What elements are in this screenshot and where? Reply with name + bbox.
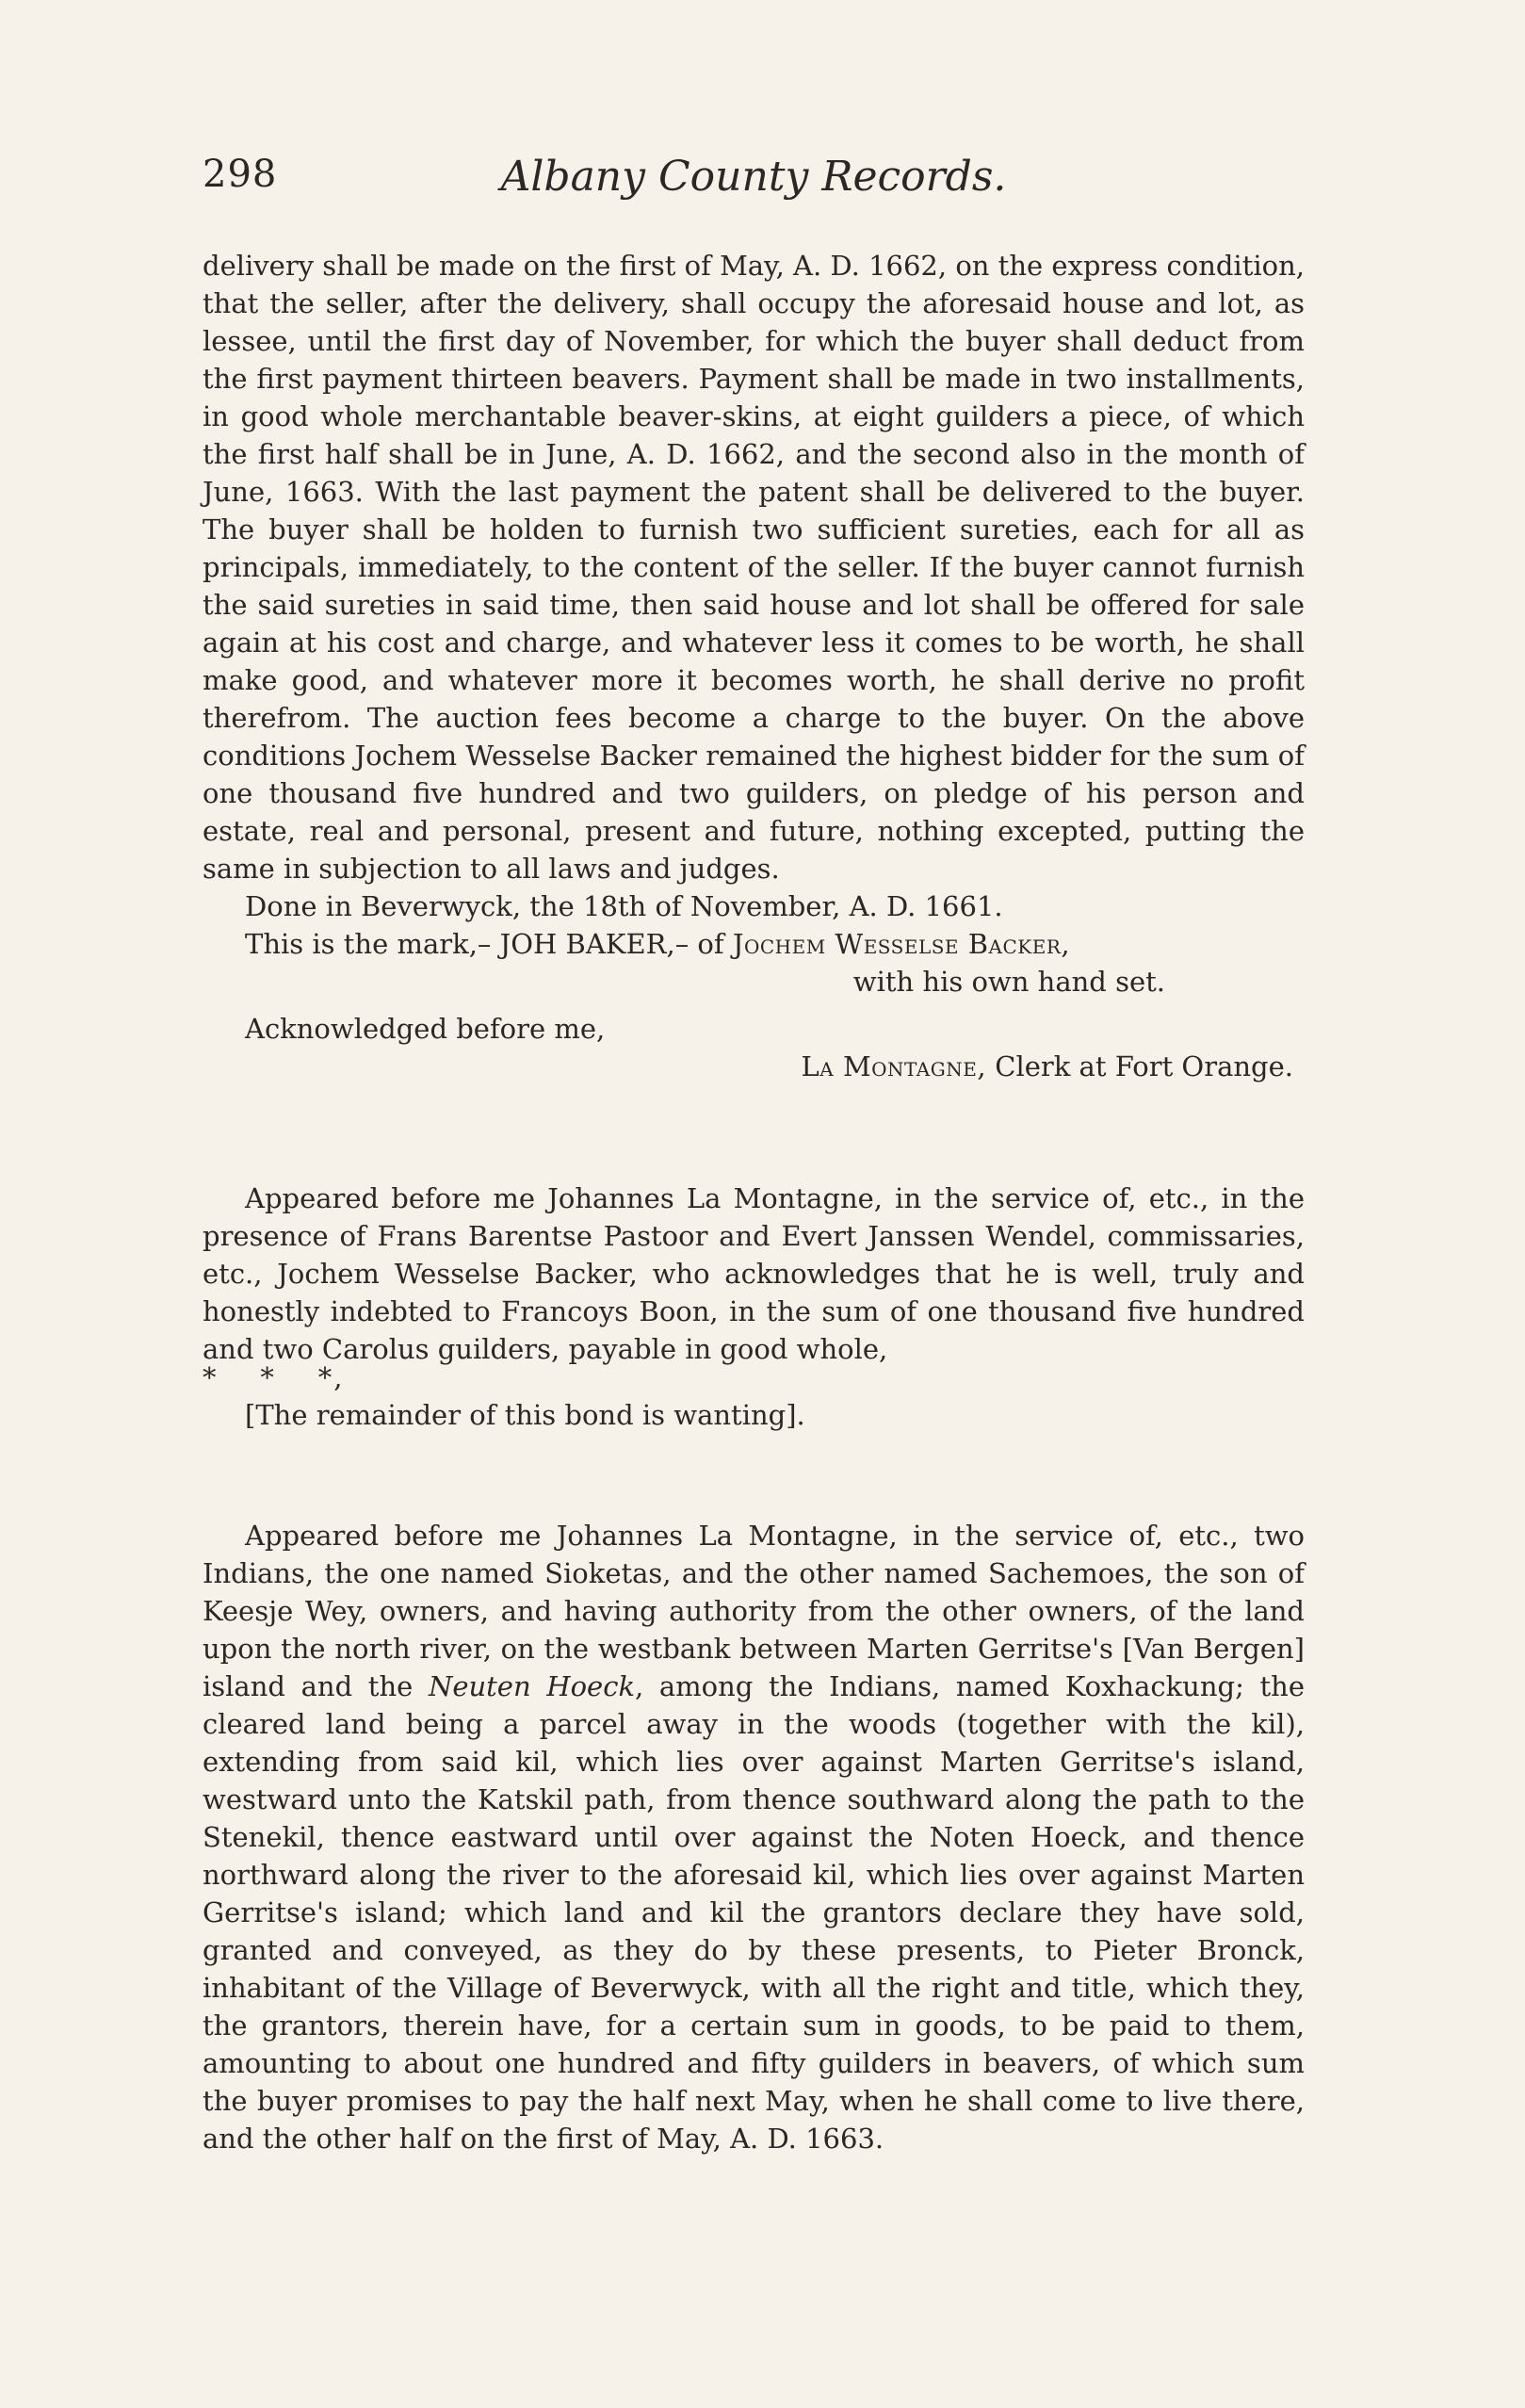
acknowledged-line: Acknowledged before me,: [245, 1013, 606, 1045]
running-title: Albany County Records.: [500, 153, 1007, 201]
italic-place-name: Neuten Hoeck: [428, 1670, 636, 1702]
mark-prefix: This is the mark,– JOH BAKER,– of: [245, 928, 733, 960]
clerk-line: [203, 1048, 1305, 1085]
bond-paragraph: Appeared before me Johannes La Montagne, in the service of, etc., in the presence of Frans Barentse Pastoor and Evert Janssen Wendel, commissaries, etc., Jochem Wesselse Backer, who acknowledges that he is well, truly and honestly indebted to Francoys Boon, in the sum of one thousand five hundred and two Carolus guilders, payable in good whole,: [203, 1182, 1305, 1365]
ellipsis-stars: * * *,: [203, 1361, 345, 1393]
conveyance-paragraph: [203, 1517, 1305, 2157]
clerk-title: Clerk at Fort Orange.: [986, 1050, 1293, 1082]
conditions-paragraph: delivery shall be made on the first of May, A. D. 1662, on the express condition, that the seller, after the delivery, shall occupy the aforesaid house and lot, as lessee, until the first day of November, for which the buyer shall deduct from the first payment thirteen beavers. Payment shall be made in two installments, in good whole merchantable beaver-skins, at eight guilders a piece, of which the first half shall be in June, A. D. 1662, and the second also in the month of June, 1663. With the last payment the patent shall be delivered to the buyer. The buyer shall be holden to furnish two sufficient sureties, each for all as principals, immediately, to the content of the seller. If the buyer cannot furnish the said sureties in said time, then said house and lot shall be offered for sale again at his cost and charge, and whatever less it comes to be worth, he shall make good, and whatever more it becomes worth, he shall derive no profit therefrom. The auction fees become a charge to the buyer. On the above conditions Jochem Wesselse Backer remained the highest bidder for the sum of one thousand five hundred and two guilders, on pledge of his person and estate, real and personal, present and future, nothing excepted, putting the same in subjection to all laws and judges.: [203, 250, 1305, 885]
bond-remainder-note: [The remainder of this bond is wanting].: [245, 1399, 805, 1431]
conveyance-text-part2: , among the Indians, named Koxhackung; the cleared land being a parcel away in the woods (together with the kil), extending from said kil, which lies over against Marten Gerritse's island, westward unto the Katskil path, from thence southward along the path to the Stenekil, thence eastward until over against the Noten Hoeck, and thence northward along the river to the aforesaid kil, which lies over against Marten Gerritse's island; which land and kil the grantors declare they have sold, granted and conveyed, as they do by these presents, to Pieter Bronck, inhabitant of the Village of Beverwyck, with all the right and title, which they, the grantors, therein have, for a certain sum in goods, to be paid to them, amounting to about one hundred and fifty guilders in beavers, of which sum the buyer promises to pay the half next May, when he shall come to live there, and the other half on the first of May, A. D. 1663.: [203, 1670, 1306, 2155]
bond-section: [203, 1180, 1305, 1434]
deed-conditions-section: [203, 247, 1305, 1085]
mark-line: [203, 925, 1305, 963]
page-header: [203, 153, 1305, 219]
land-conveyance-section: [203, 1517, 1305, 2157]
clerk-name: La Montagne,: [801, 1050, 987, 1082]
mark-name: Jochem Wesselse Backer,: [732, 928, 1071, 960]
page-number: 298: [203, 153, 278, 196]
conveyance-text-part1: Appeared before me Johannes La Montagne, in the service of, etc., two Indians, the one named Sioketas, and the other named Sachemoes, the son of Keesje Wey, owners, and having authority from the other owners, of the land upon the north river, on the westbank between Marten Gerritse's [Van Bergen] island and the: [203, 1520, 1305, 1702]
mark-suffix-line: with his own hand set.: [852, 966, 1165, 998]
done-line: Done in Beverwyck, the 18th of November, A. D. 1661.: [245, 890, 1003, 922]
